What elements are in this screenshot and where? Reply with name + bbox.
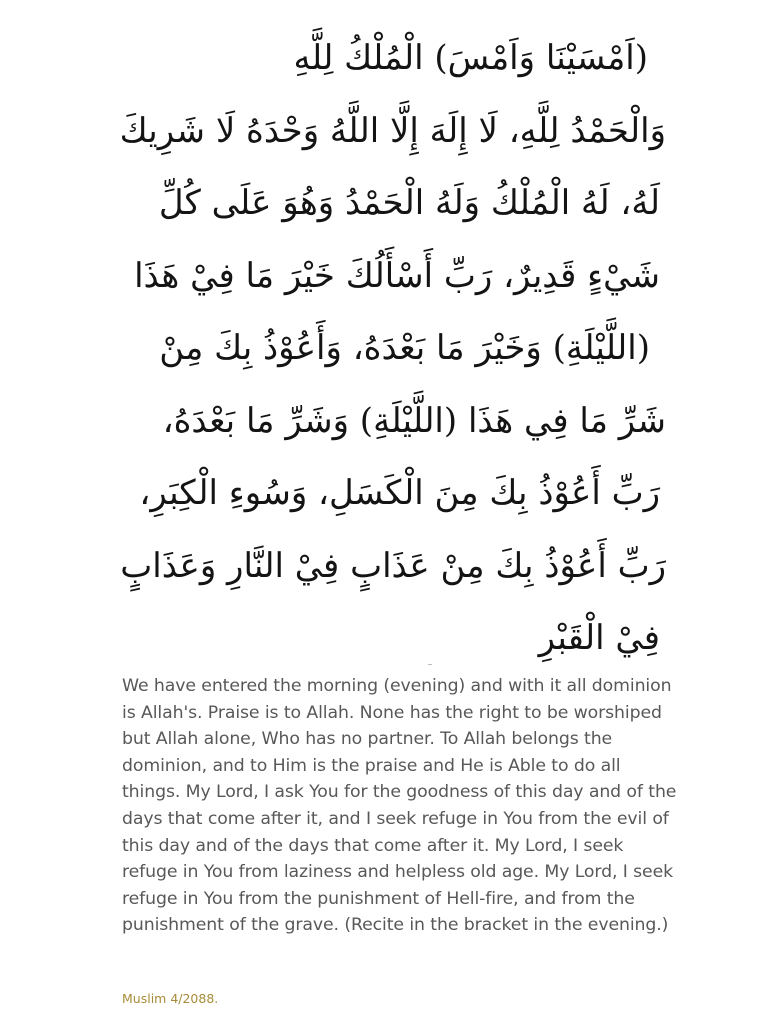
arabic-supplication <box>118 22 666 675</box>
arabic-line-5: (اللَّيْلَةِ) وَخَيْرَ مَا بَعْدَهُ، وَأَعُوْذُ بِكَ مِنْ <box>159 328 650 368</box>
arabic-line-4: شَيْءٍ قَدِيرٌ، رَبِّ أَسْأَلُكَ خَيْرَ مَا فِيْ هَذَا <box>134 255 660 296</box>
arabic-line-7: رَبِّ أَعُوْذُ بِكَ مِنَ الْكَسَلِ، وَسُوءِ الْكِبَرِ، <box>139 473 660 513</box>
arabic-line-1: (اَمْسَيْنَا وَاَمْسَ) الْمُلْكُ لِلَّهِ <box>293 38 648 78</box>
arabic-line-8: رَبِّ أَعُوْذُ بِكَ مِنْ عَذَابٍ فِيْ النَّارِ وَعَذَابٍ <box>120 545 666 586</box>
arabic-line-3: لَهُ، لَهُ الْمُلْكُ وَلَهُ الْحَمْدُ وَهُوَ عَلَى كُلِّ <box>158 183 660 223</box>
separator-mark <box>428 664 432 665</box>
arabic-line-2: وَالْحَمْدُ لِلَّهِ، لَا إِلَهَ إِلَّا اللَّهُ وَحْدَهُ لَا شَرِيكَ <box>119 110 666 151</box>
hadith-reference: Muslim 4/2088. <box>122 991 219 1006</box>
arabic-line-6: شَرِّ مَا فِي هَذَا (اللَّيْلَةِ) وَشَرِّ مَا بَعْدَهُ، <box>162 400 666 441</box>
english-translation: We have entered the morning (evening) and with it all dominion is Allah's. Praise is to Allah. None has the right to be worshiped but Allah alone, Who has no partner. To Allah belongs the dominion, and to Him is the praise and He is Able to do all things. My Lord, I ask You for the goodness of this day and of the days that come after it, and I seek refuge in You from the evil of this day and of the days that come after it. My Lord, I seek refuge in You from laziness and helpless old age. My Lord, I seek refuge in You from the punishment of Hell-fire, and from the punishment of the grave. (Recite in the bracket in the evening.) <box>122 676 677 936</box>
arabic-line-9: فِيْ الْقَبْرِ <box>538 618 660 658</box>
